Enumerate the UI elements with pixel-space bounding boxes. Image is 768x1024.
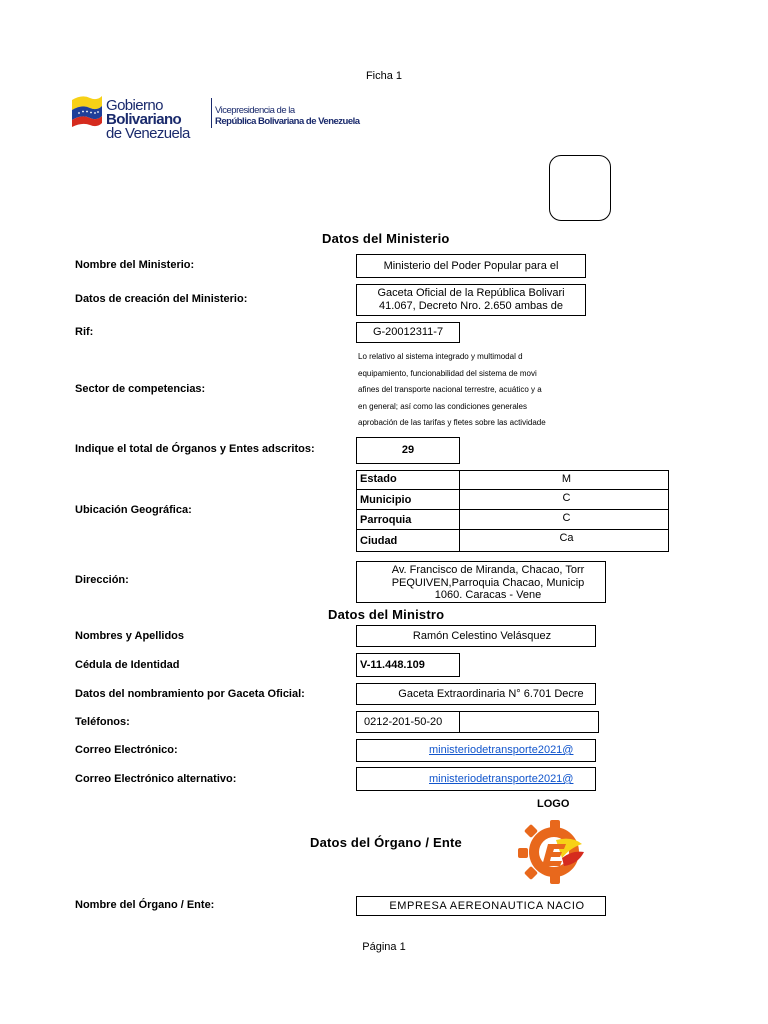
ubicacion-value-estado: M <box>459 470 669 490</box>
direccion-line3: 1060. Caracas - Vene <box>434 589 542 601</box>
sector-line-1: Lo relativo al sistema integrado y multimodal d <box>358 352 523 361</box>
creacion-value <box>356 284 586 316</box>
cedula-text: V-11.448.109 <box>360 659 425 671</box>
nombramiento-label: Datos del nombramiento por Gaceta Oficial: <box>75 688 305 700</box>
logo-label: LOGO <box>537 798 570 810</box>
rounded-frame <box>549 155 611 221</box>
direccion-label: Dirección: <box>75 574 129 586</box>
nombres-text: Ramón Celestino Velásquez <box>412 630 552 642</box>
nombre-ministerio-value <box>356 254 586 278</box>
rif-text: G-20012311-7 <box>372 326 444 338</box>
cedula-label: Cédula de Identidad <box>75 659 180 671</box>
sector-line-3: afines del transporte nacional terrestre, acuático y a <box>358 385 542 394</box>
section-title-organo: Datos del Órgano / Ente <box>310 835 462 850</box>
telefonos-value <box>356 711 460 733</box>
correo-label: Correo Electrónico: <box>75 744 178 756</box>
ubicacion-key-ciudad: Ciudad <box>356 529 460 552</box>
telefonos-text: 0212-201-50-20 <box>364 716 443 728</box>
correo-link[interactable]: ministeriodetransporte2021@ <box>429 744 574 756</box>
organos-value <box>356 437 460 464</box>
vice-name-line2: República Bolivariana de Venezuela <box>215 116 360 127</box>
creacion-label: Datos de creación del Ministerio: <box>75 293 248 305</box>
organo-nombre-value <box>356 896 606 916</box>
rif-value <box>356 322 460 343</box>
direccion-value <box>356 561 606 603</box>
organos-label: Indique el total de Órganos y Entes adscritos: <box>75 443 315 455</box>
ubicacion-key-municipio: Municipio <box>356 489 460 510</box>
nombres-label: Nombres y Apellidos <box>75 630 185 642</box>
nombramiento-text: Gaceta Extraordinaria N° 6.701 Decre <box>398 688 584 700</box>
nombres-value <box>356 625 596 647</box>
nombre-ministerio-text: Ministerio del Poder Popular para el <box>383 260 559 272</box>
gov-name-part2: Bolivariano <box>106 111 182 128</box>
cedula-value <box>356 653 460 677</box>
telefonos-label: Teléfonos: <box>75 716 130 728</box>
organo-nombre-label: Nombre del Órgano / Ente: <box>75 899 215 911</box>
section-title-ministerio: Datos del Ministerio <box>322 231 450 246</box>
sector-label: Sector de competencias: <box>75 383 206 395</box>
correo-value <box>356 739 596 762</box>
sector-line-2: equipamiento, funcionabilidad del sistema de movi <box>358 368 537 378</box>
ubicacion-value-ciudad: Ca <box>459 529 669 552</box>
rif-label: Rif: <box>75 326 94 338</box>
gov-name-part1: Gobierno <box>106 97 163 114</box>
telefonos-value-2 <box>459 711 599 733</box>
page-footer: Página 1 <box>362 941 406 953</box>
sector-value <box>354 348 602 433</box>
correo-alt-label: Correo Electrónico alternativo: <box>75 773 237 785</box>
nombramiento-value <box>356 683 596 705</box>
ubicacion-label: Ubicación Geográfica: <box>75 504 192 516</box>
creacion-line1: Gaceta Oficial de la República Bolivari <box>377 287 565 299</box>
ubicacion-value-municipio: C <box>459 489 669 510</box>
direccion-line1: Av. Francisco de Miranda, Chacao, Torr <box>391 564 585 576</box>
nombre-ministerio-label: Nombre del Ministerio: <box>75 259 195 271</box>
organo-logo-icon <box>512 814 592 889</box>
ubicacion-key-parroquia: Parroquia <box>356 509 460 530</box>
page-header-title: Ficha 1 <box>365 70 403 82</box>
gov-name-line2: de Venezuela <box>106 125 190 142</box>
section-title-ministro: Datos del Ministro <box>328 607 445 622</box>
correo-alt-link[interactable]: ministeriodetransporte2021@ <box>429 773 574 785</box>
ubicacion-key-estado: Estado <box>356 470 460 490</box>
sector-line-4: en general; así como las condiciones generales <box>358 401 527 411</box>
organos-text: 29 <box>401 444 415 456</box>
vice-name-line1: Vicepresidencia de la <box>215 105 295 116</box>
creacion-line2: 41.067, Decreto Nro. 2.650 ambas de <box>378 300 564 312</box>
correo-alt-value <box>356 767 596 791</box>
direccion-line2: PEQUIVEN,Parroquia Chacao, Municip <box>391 576 585 589</box>
sector-line-5: aprobación de las tarifas y fletes sobre las actividade <box>358 418 546 427</box>
ubicacion-value-parroquia: C <box>459 509 669 530</box>
organo-nombre-text: EMPRESA AEREONAUTICA NACIO <box>389 900 585 912</box>
